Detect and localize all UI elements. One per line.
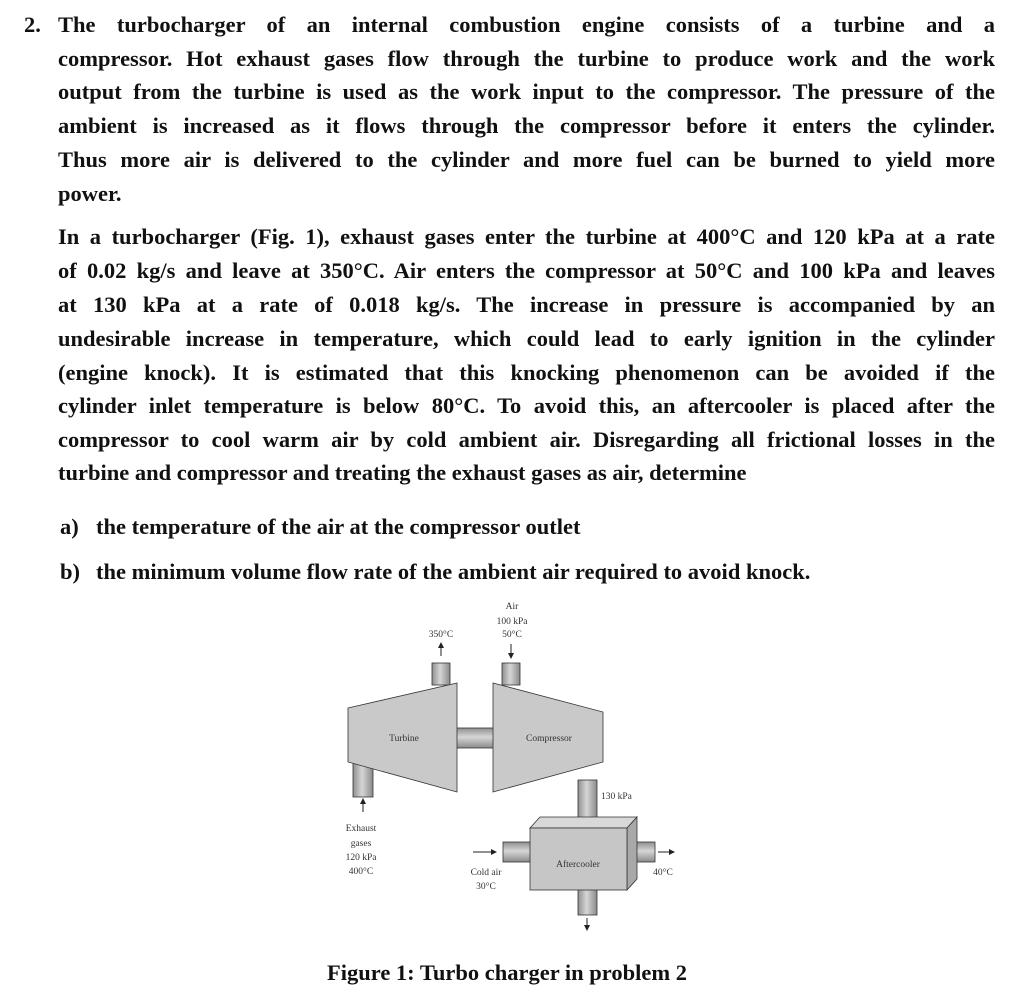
- text-line: (engine knock). It is estimated that this knocking phenomenon can be avoided if the: [58, 360, 995, 385]
- air-pressure: 100 kPa: [496, 617, 528, 627]
- turbine-label: Turbine: [389, 734, 419, 744]
- air-label: Air: [505, 602, 519, 612]
- cold-air-temp: 30°C: [476, 882, 496, 892]
- cooling-exit-temp: 40°C: [653, 868, 673, 878]
- item-text-b: the minimum volume flow rate of the ambient air required to avoid knock.: [96, 559, 811, 584]
- cylinder-outlet-pipe: [578, 888, 597, 915]
- aftercooler-top: [530, 817, 637, 828]
- aftercooler-label: Aftercooler: [556, 860, 600, 870]
- text-line: Thus more air is delivered to the cylinder and more fuel can be burned to yield more: [58, 147, 995, 172]
- aftercooler-body: [530, 828, 627, 890]
- item-text-a: the temperature of the air at the compressor outlet: [96, 514, 581, 539]
- text-line: In a turbocharger (Fig. 1), exhaust gases enter the turbine at 400°C and 120 kPa at a rate: [58, 224, 995, 249]
- cold-air-inlet-pipe: [503, 842, 532, 862]
- text-line: of 0.02 kg/s and leave at 350°C. Air enters the compressor at 50°C and 100 kPa and leaves: [58, 258, 995, 283]
- shaft: [455, 728, 495, 748]
- compressor-exit-pressure: 130 kPa: [601, 792, 632, 802]
- text-line: compressor to cool warm air by cold ambient air. Disregarding all frictional losses in the: [58, 427, 995, 452]
- compressor-label: Compressor: [526, 734, 572, 744]
- text-line: cylinder inlet temperature is below 80°C. To avoid this, an aftercooler is placed after the: [58, 393, 995, 418]
- text-line: turbine and compressor and treating the exhaust gases as air, determine: [58, 460, 747, 485]
- turbine-exit-temp: 350°C: [428, 630, 454, 640]
- problem-number: 2.: [24, 12, 41, 37]
- text-line: power.: [58, 181, 122, 206]
- text-line: compressor. Hot exhaust gases flow through the turbine to produce work and the work: [58, 46, 995, 71]
- exhaust-pressure: 120 kPa: [345, 853, 377, 863]
- text-line: at 130 kPa at a rate of 0.018 kg/s. The increase in pressure is accompanied by an: [58, 292, 995, 317]
- air-temp: 50°C: [502, 630, 522, 640]
- exhaust-label-2: gases: [350, 839, 372, 849]
- figure-caption: Figure 1: Turbo charger in problem 2: [326, 960, 688, 985]
- text-line: ambient is increased as it flows through the compressor before it enters the cylinder.: [58, 113, 995, 138]
- exhaust-label: Exhaust: [345, 824, 377, 834]
- text-line: undesirable increase in temperature, which could lead to early ignition in the cylinder: [58, 326, 995, 351]
- text-line: The turbocharger of an internal combustion engine consists of a turbine and a: [58, 12, 995, 37]
- item-marker-a: a): [60, 514, 79, 539]
- item-marker-b: b): [60, 559, 81, 584]
- turbine-outlet-pipe: [432, 663, 450, 685]
- text-line: output from the turbine is used as the work input to the compressor. The pressure of the: [58, 79, 995, 104]
- compressor-inlet-pipe: [502, 663, 520, 685]
- cold-air-label: Cold air: [470, 868, 502, 878]
- aftercooler-side: [627, 817, 637, 890]
- exhaust-temp: 400°C: [348, 867, 374, 877]
